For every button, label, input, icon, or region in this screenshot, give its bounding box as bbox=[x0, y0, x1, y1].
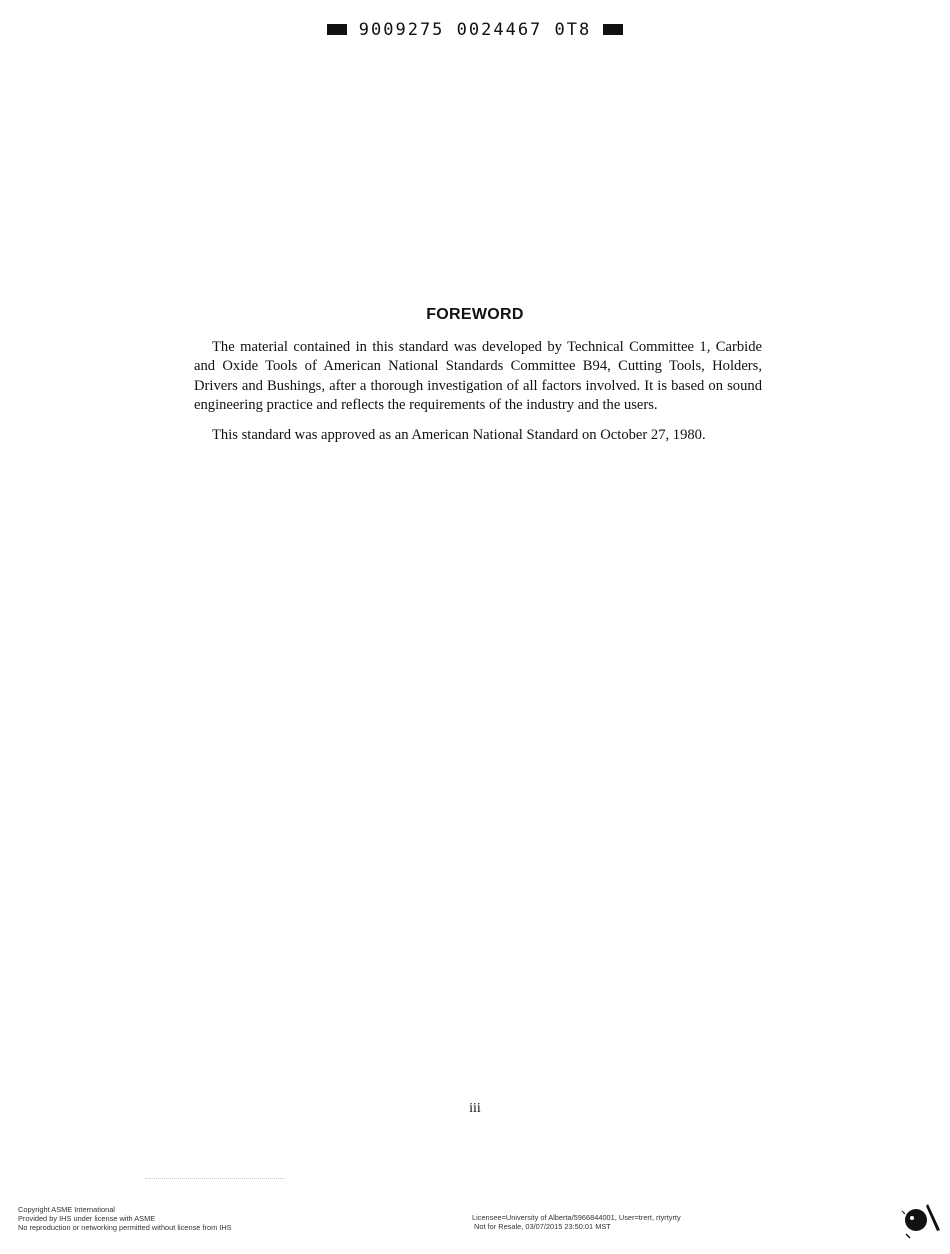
foreword-paragraph-1: The material contained in this standard was developed by Technical Committee 1, Carbide and Oxide Tools of American National Standards Committee B94, Cutting Tools, Holders, Drivers and Bushings, after a thorough investigation of all factors involved. It is based on sound engineering practice and reflects the requirements of the industry and the users. bbox=[194, 339, 762, 414]
resale-line: Not for Resale, 03/07/2015 23:50:01 MST bbox=[474, 1222, 611, 1231]
page-number: iii bbox=[469, 1101, 481, 1116]
left-bar-mark bbox=[327, 24, 347, 35]
license-notice bbox=[472, 1213, 681, 1231]
licensee-line: Licensee=University of Alberta/5966844001, User=trert, rtyrtyrty bbox=[472, 1213, 681, 1222]
copyright-notice bbox=[18, 1205, 232, 1232]
document-control-code bbox=[0, 20, 950, 40]
foreword-paragraph-2: This standard was approved as an American National Standard on October 27, 1980. bbox=[212, 426, 706, 443]
copyright-line: Copyright ASME International bbox=[18, 1205, 115, 1214]
scan-artifact-divider bbox=[145, 1178, 285, 1179]
right-bar-mark bbox=[603, 24, 623, 35]
control-code-text: 9009275 0024467 0T8 bbox=[358, 20, 592, 40]
reproduction-line: No reproduction or networking permitted without license from IHS bbox=[18, 1223, 232, 1232]
provider-line: Provided by IHS under license with ASME bbox=[18, 1214, 156, 1223]
page-title: FOREWORD bbox=[426, 306, 524, 323]
scanner-corner-mark-icon bbox=[896, 1196, 942, 1247]
foreword-body bbox=[194, 338, 762, 455]
